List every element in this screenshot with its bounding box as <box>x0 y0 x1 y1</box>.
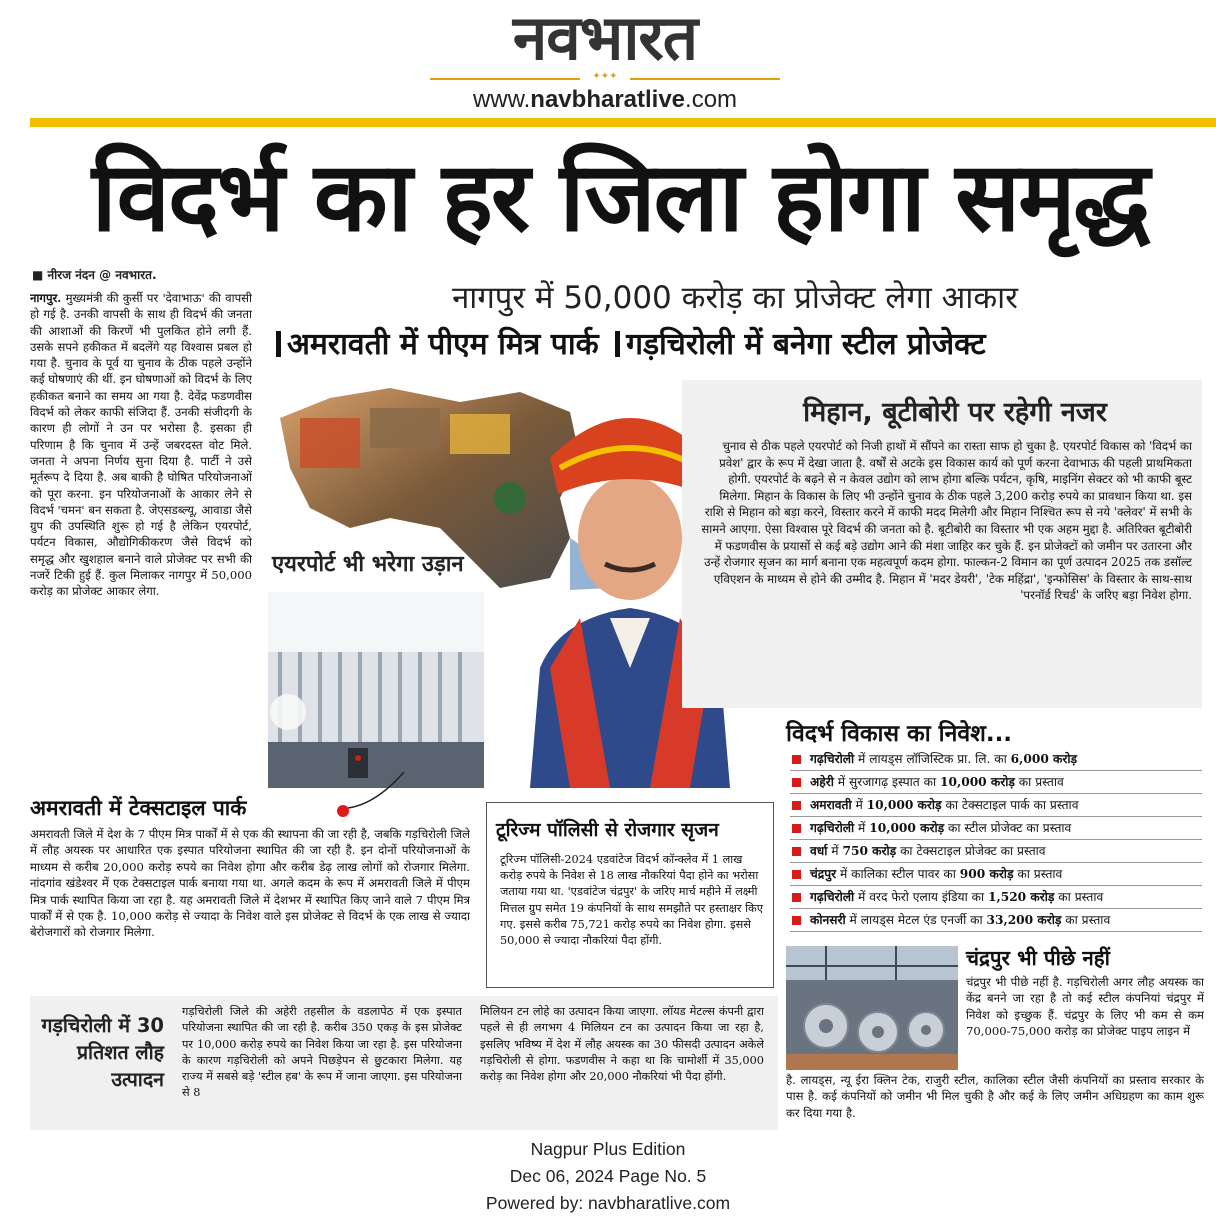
logo-divider <box>430 71 780 84</box>
textile-mill-photo <box>268 592 484 788</box>
chandrapur-heading: चंद्रपुर भी पीछे नहीं <box>966 946 1110 970</box>
bullet-icon <box>792 893 801 902</box>
page-footer <box>400 1136 816 1218</box>
airport-caption: एयरपोर्ट भी भरेगा उड़ान <box>272 552 464 577</box>
subheadline-2: अमरावती में पीएम मित्र पार्क गड़चिरोली में बनेगा स्टील प्रोजेक्ट <box>270 322 1210 366</box>
list-item: वर्धा में 750 करोड़ का टेक्सटाइल प्रोजेक्ट का प्रस्ताव <box>790 840 1202 863</box>
bullet-icon <box>792 916 801 925</box>
mihan-text: चुनाव से ठीक पहले एयरपोर्ट को निजी हाथों में सौंपने का रास्ता साफ हो चुका है. एयरपोर्ट विकास को 'विदर्भ का प्रवेश' द्वार के रूप में देखा जाता है. वर्षों से अटके इस विकास कार्य को पूर्ण करना देवाभाऊ की पहली प्राथमिकता होगी. एयरपोर्ट के बढ़ने से न केवल उद्योग को लाभ होगा बल्कि पर्यटन, कृषि, माइनिंग सेक्टर को भी काफी बूस्ट मिलेगा. मिहान के विकास के लिए भी उन्होंने चुनाव के ठीक पहले 3,200 करोड़ रुपये का प्रावधान किया था. इस राशि से मिहान को बड़ा करने, विस्तार करने में काफी मदद मिलेगी और मिहान निश्चित रूप से नये 'क्लेवर' में सभी के सामने आएगा. ऐसा विश्वास पूरे विदर्भ की जनता को है. बूटीबोरी का विस्तार भी एक अहम मुद्दा है. अतिरिक्त बूटीबोरी में फडणवीस के प्रयासों से कई बड़े उद्योग आने की मंशा जाहिर कर चुके हैं. इन प्रोजेक्टों को जमीन पर उतारना और उन्हें रोजगार सृजन का मार्ग बनाना एक महत्वपूर्ण कदम होगा. फाल्कन-2 विमान का पूर्ण उत्पादन 2025 तक डसॉल्ट एविएशन के माध्यम से होने की उम्मीद है. मिहान में 'मदर डेयरी', 'टेक महिंद्रा', 'इन्फोसिस' के विस्तार के साथ-साथ 'परनॉर्ड रिचर्ड' के जरिए बड़ा निवेश होगा. <box>701 439 1192 603</box>
bar-icon <box>276 331 281 357</box>
bullet-icon <box>792 870 801 879</box>
lead-article-text: मुख्यमंत्री की कुर्सी पर 'देवाभाऊ' की वापसी हो गई है. उनकी वापसी के साथ ही विदर्भ की जनता की आशाओं की किरणें भी पुलकित होने लगी हैं. उसके सपने हकीकत में बदलेंगे यह विश्वास प्रबल हो गया है. चुनाव के पूर्व या चुनाव के ठीक पहले उन्होंने कई घोषणाएं की थीं. इन घोषणाओं को विदर्भ के लिए हकीकत बनाने का समय आ गया है. देवेंद्र फडणवीस विदर्भ को लेकर काफी संजिदा हैं. उनकी संजीदगी के कारण ही लोगों ने उन पर भरोसा है. इसका ही परिणाम है कि चुनाव में उन्हें जबरदस्त वोट मिले. जनता ने अपना निर्णय सुना दिया है. पार्टी ने उसे मूर्तरूप दे दिया है. अब बाकी है घोषित परियोजनाओं को पूरा करना. इन परियोजनाओं के आकार लेने से विदर्भ 'चमन' बन सकता है. जेएसडब्ल्यू, आवाडा जैसे ग्रुप की उपस्थिति शुरू हो गई है लेकिन एयरपोर्ट, पर्यटन विकास, औद्योगिकीकरण जैसे विदर्भ को समृद्ध और खुशहाल बनाने वाले प्रोजेक्ट पर सभी की नजरें टिकी हुई हैं. कुल मिलाकर नागपुर में 50,000 करोड़ का प्रोजेक्ट आकार लेगा. <box>30 291 252 599</box>
bullet-icon <box>792 824 801 833</box>
main-headline: विदर्भ का हर जिला होगा समृद्ध <box>91 141 1149 253</box>
investment-heading: विदर्भ विकास का निवेश... <box>786 721 1013 747</box>
red-dot-icon <box>337 805 349 817</box>
chandrapur-text-2: है. लायड्स, न्यू ईरा क्लिन टेक, राजुरी स्टील, कालिका स्टील जैसी कंपनियों का प्रस्ताव सरकार के पास है. कई कंपनियों को जमीन भी मिल चुकी है और कई के लिए जमीन अधिग्रहण का काम शुरू कर दिया गया है. <box>786 1073 1204 1120</box>
mihan-heading: मिहान, बूटीबोरी पर रहेगी नजर <box>803 397 1107 428</box>
list-item: अहेरी में सुरजागढ़ इस्पात का 10,000 करोड़ का प्रस्ताव <box>790 771 1202 794</box>
list-item: चंद्रपुर में कालिका स्टील पावर का 900 करोड़ का प्रस्ताव <box>790 863 1202 886</box>
amravati-text: अमरावती जिले में देश के 7 पीएम मित्र पार्कों में से एक की स्थापना की जा रही है, जबकि गड़चिरोली जिले में लौह अयस्क पर आधारित एक इस्पात परियोजना स्थापित की जा रही है. इन दोनों परियोजनाओं के माध्यम से करीब 20,000 करोड़ रुपये का निवेश होगा और करीब डेढ़ लाख लोगों को रोजगार मिलेगा. नांदगांव खंडेश्वर में एक टेक्सटाइल पार्क बनाया गया था. अगले कदम के रूप में अमरावती जिले में पीएम मित्र पार्क स्थापित किया जा रहा है. यह अमरावती जिले में देशभर में स्थापित किए जाने वाले 7 पीएम मित्र पार्कों में से एक है. 10,000 करोड़ से ज्यादा के निवेश वाले इस प्रोजेक्ट से विदर्भ के एक लाख से ज्यादा बेरोजगारों को रोजगार मिलेगा. <box>30 827 470 940</box>
bullet-icon <box>792 778 801 787</box>
list-item: अमरावती में 10,000 करोड़ का टेक्सटाइल पार्क का प्रस्ताव <box>790 794 1202 817</box>
dateline: नागपुर. <box>30 291 62 305</box>
powered-by-label: Powered by: navbharatlive.com <box>485 1193 731 1213</box>
amravati-heading: अमरावती में टेक्सटाइल पार्क <box>30 796 247 820</box>
chandrapur-text-1: चंद्रपुर भी पीछे नहीं है. गड़चिरोली अगर लौह अयस्क का केंद्र बनने जा रहा है तो कई स्टील कंपनियां चंद्रपुर में निवेश को इच्छुक हैं. चंद्रपुर के लिए भी कम से कम 70,000-75,000 करोड़ का प्रोजेक्ट पाइप लाइन में <box>966 975 1204 1039</box>
subheadline-1: नागपुर में 50,000 करोड़ का प्रोजेक्ट लेगा आकार <box>452 280 1018 316</box>
list-item: गढ़चिरोली में वरद फेरो एलाय इंडिया का 1,520 करोड़ का प्रस्ताव <box>790 886 1202 909</box>
masthead-band <box>30 118 1216 127</box>
bar-icon <box>615 331 620 357</box>
bullet-icon <box>792 801 801 810</box>
list-item: गढ़चिरोली में लायड्स लॉजिस्टिक प्रा. लि. का 6,000 करोड़ <box>790 748 1202 771</box>
investment-list <box>790 748 1202 932</box>
site-url: www.navbharatlive.com <box>472 86 738 113</box>
date-page-label: Dec 06, 2024 Page No. 5 <box>509 1166 707 1186</box>
newspaper-logo: नवभारत <box>512 1 698 74</box>
edition-label: Nagpur Plus Edition <box>530 1139 686 1159</box>
lead-article <box>30 290 252 786</box>
gadchiroli-heading: गड़चिरोली में 30 प्रतिशत लौह उत्पादन <box>41 1014 164 1091</box>
list-item: कोनसरी में लायड्स मेटल एंड एनर्जी का 33,200 करोड़ का प्रस्ताव <box>790 909 1202 932</box>
gadchiroli-text-2: मिलियन टन लोहे का उत्पादन किया जाएगा. लॉयड मेटल्स कंपनी द्वारा पहले से ही लगभग 4 मिलियन टन का उत्पादन किया जा रहा है, इसलिए भविष्य में देश में लौह अयस्क का 30 फीसदी उत्पादन अकेले गड़चिरोली से होगा. फडणवीस ने कहा था कि चामोर्शी में 35,000 करोड़ का निवेश होगा और 20,000 नौकरियां भी पैदा होंगी. <box>480 1005 764 1084</box>
tourism-heading: टूरिज्म पॉलिसी से रोजगार सृजन <box>496 819 719 841</box>
bullet-icon <box>792 755 801 764</box>
byline: ■ नीरज नंदन @ नवभारत. <box>32 268 157 282</box>
bullet-icon <box>792 847 801 856</box>
pointer-line <box>346 770 406 814</box>
tourism-text: टूरिज्म पॉलिसी-2024 एडवांटेज विदर्भ कॉन्क्लेव में 1 लाख करोड़ रुपये के निवेश से 18 लाख नौकरियां पैदा होने का भरोसा जताया गया था. 'एडवांटेज चंद्रपुर' के जरिए मार्च महीने में लक्ष्मी मित्तल ग्रुप समेत 19 कंपनियों के साथ समझौते पर हस्ताक्षर किए गए. इससे करीब 75,721 करोड़ रुपये का निवेश होगा. इससे 50,000 से ज्यादा नौकरियां पैदा होंगी. <box>500 853 763 948</box>
gadchiroli-text-1: गड़चिरोली जिले की अहेरी तहसील के वडलापेठ में एक इस्पात परियोजना स्थापित की जा रही है. करीब 350 एकड़ के इस प्रोजेक्ट पर 10,000 करोड़ रुपये का निवेश किया जा रहा है. इस परियोजना के कारण गड़चिरोली को अपने पिछड़ेपन से छुटकारा मिलेगा. यह राज्य में सबसे बड़े 'स्टील हब' के रूप में जाना जाएगा. इस परियोजना से 8 <box>182 1005 462 1100</box>
steel-coils-photo <box>786 946 958 1070</box>
sparkle-icon: ✦✦✦ <box>592 71 618 82</box>
list-item: गढ़चिरोली में 10,000 करोड़ का स्टील प्रोजेक्ट का प्रस्ताव <box>790 817 1202 840</box>
